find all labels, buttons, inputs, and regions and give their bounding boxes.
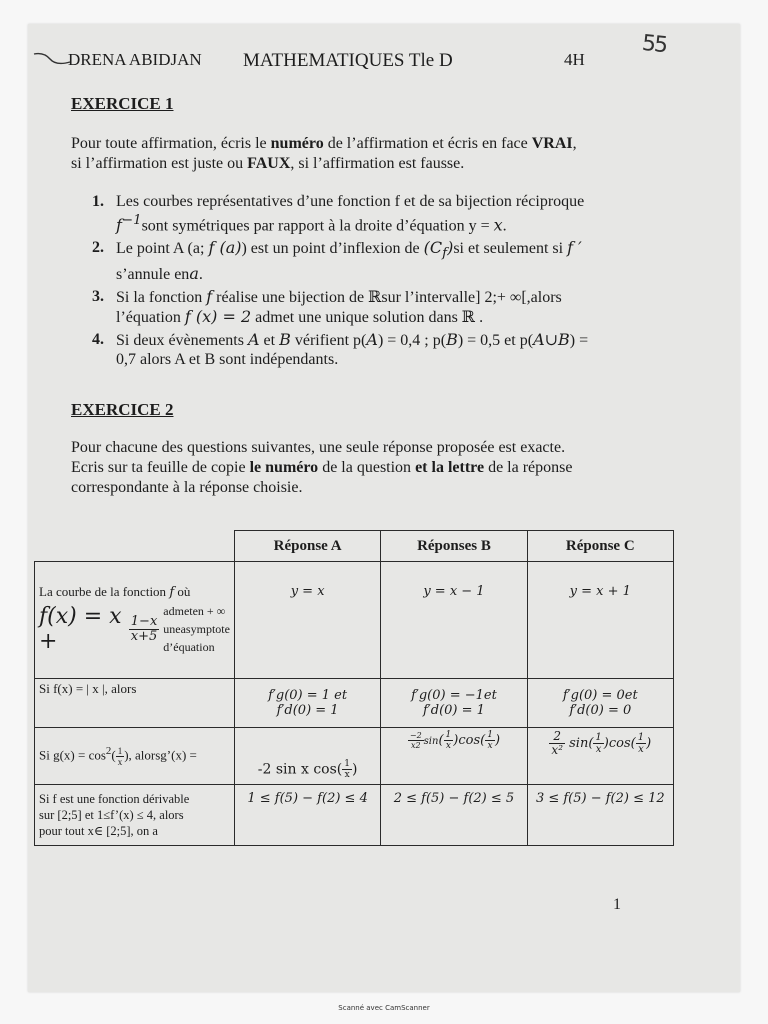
question-text: pour tout x∈ [2;5], on a — [39, 824, 158, 838]
item-text: Les courbes représentatives d’une fonction f et de sa bijection réciproque — [116, 193, 585, 210]
fraction-denominator: x² — [551, 743, 563, 757]
item-math: f ′ — [567, 238, 582, 258]
fraction-numerator: 1 — [445, 730, 452, 740]
item-text: vérifient p( — [290, 331, 367, 349]
table-row — [35, 562, 674, 679]
fraction — [116, 746, 125, 767]
item-text: . — [502, 217, 507, 235]
item-number: 1. — [92, 193, 104, 210]
answer-text: cos — [608, 736, 631, 751]
fraction-denominator: x — [445, 741, 451, 751]
item-text: Si deux évènements — [116, 331, 248, 349]
item-math: A — [247, 329, 260, 349]
fraction — [129, 615, 160, 644]
table-corner-cell — [35, 531, 235, 562]
item-text: sont symétriques par rapport à la droite d’équation y = — [141, 217, 494, 235]
list-item — [92, 238, 652, 283]
fraction-denominator: x+5 — [130, 628, 158, 644]
fraction-denominator: x — [344, 770, 350, 780]
item-number: 2. — [92, 239, 104, 257]
fraction — [444, 730, 454, 751]
item-math: a — [189, 263, 199, 283]
item-text: . — [198, 265, 203, 283]
intro-text: Pour chacune des questions suivantes, une seule réponse proposée est exacte. — [71, 439, 566, 456]
answer-b: y = x − 1 — [381, 562, 527, 679]
list-item — [92, 192, 652, 235]
item-math: ) — [447, 238, 454, 258]
intro-text: de l’affirmation et écris en face — [323, 135, 532, 152]
question-text: , alorsg’(x) = — [128, 747, 197, 763]
fraction-numerator: 1−x — [130, 613, 158, 629]
item-math: f (a) — [208, 238, 242, 258]
item-text: ) = 0,4 ; p( — [377, 331, 447, 349]
fraction — [485, 730, 495, 751]
intro-bold: le numéro — [249, 459, 319, 476]
item-text: s’annule en — [116, 265, 190, 283]
intro-text: de la réponse — [484, 459, 573, 476]
question-cell — [35, 785, 235, 846]
fraction — [342, 759, 352, 780]
table-row — [35, 785, 674, 846]
item-text: Le point A (a; — [116, 240, 209, 258]
fraction — [549, 730, 565, 757]
item-text: et — [259, 331, 280, 349]
item-math: −1 — [121, 213, 142, 228]
item-text: ) = — [569, 331, 589, 349]
answer-line: f′g(0) = 0et — [562, 688, 638, 703]
item-math: f — [116, 215, 122, 235]
fraction — [636, 732, 646, 755]
function-expression: f(x) = x + — [39, 604, 122, 654]
answer-c: $\frac{2}{\text{x²}}$ sin( $\frac{1}{x}$ )cos( $\frac{1}{x}$ ) — [527, 728, 673, 785]
table-header-c: Réponse C — [527, 531, 673, 562]
item-text: ) = 0,5 et p( — [457, 331, 534, 349]
fraction-numerator: 1 — [637, 732, 645, 743]
question-text: d’équation — [163, 640, 215, 654]
header-duration: 4H — [564, 50, 585, 69]
question-text: La courbe de la fonction — [39, 584, 170, 599]
answer-line: f′d(0) = 1 — [276, 703, 339, 718]
answer-a: -2 sin x cos( $\frac{1}{x}$ ) — [234, 728, 380, 785]
intro-bold: numéro — [270, 135, 324, 152]
intro-text: , — [572, 135, 577, 152]
item-text: Si la fonction — [116, 288, 207, 306]
answer-text: sin — [569, 736, 589, 751]
answer-text: -2 sin x cos — [257, 761, 337, 778]
answer-line: f′d(0) = 1 — [422, 703, 485, 718]
header-subject: MATHEMATIQUES Tle D — [243, 50, 453, 71]
fraction-denominator: x — [595, 744, 602, 755]
affirmation-list — [92, 192, 652, 372]
fraction-numerator: 1 — [487, 730, 493, 740]
item-math: f (x) = 2 — [184, 306, 252, 326]
answer-line: f′d(0) = 0 — [569, 703, 632, 718]
fraction — [593, 732, 603, 755]
item-math: f — [442, 246, 448, 262]
fraction-numerator: 1 — [344, 759, 350, 769]
fraction-numerator: −2 — [409, 731, 422, 740]
handwritten-mark: 55 — [640, 30, 668, 59]
list-item — [92, 330, 652, 369]
answer-text: cos — [458, 733, 481, 748]
answer-a — [234, 679, 380, 728]
table-header-b: Réponses B — [381, 531, 527, 562]
item-math: A — [366, 329, 378, 349]
item-text: si et seulement si — [453, 240, 568, 258]
exercise-1-intro — [71, 134, 671, 174]
table-row — [35, 728, 674, 785]
fraction — [408, 731, 424, 750]
item-math: (C — [423, 238, 443, 258]
scanner-footer: Scanné avec CamScanner — [338, 1004, 430, 1012]
table-header-row — [35, 531, 674, 562]
question-text: où — [174, 584, 191, 599]
question-math: 2 — [105, 745, 112, 758]
item-math: B — [446, 329, 458, 349]
document-sheet — [28, 24, 740, 992]
intro-text: de la question — [318, 459, 416, 476]
exercise-2-intro — [71, 438, 671, 498]
question-text: sur [2;5] et 1≤f’(x) ≤ 4, alors — [39, 808, 184, 822]
intro-text: si l’affirmation est juste ou — [71, 155, 248, 172]
item-text: l’équation — [116, 308, 185, 326]
item-text: 0,7 alors A et B sont indépendants. — [116, 350, 339, 368]
item-math: x — [493, 215, 503, 235]
intro-bold: VRAI — [531, 135, 573, 152]
question-text: uneasymptote — [163, 622, 230, 636]
question-cell: Si $g(x) = \cos^2$( $\frac{1}{x}$ ), alorsg’(x) = — [35, 728, 235, 785]
answer-b: $\frac{-2}{x2}$ sin( $\frac{1}{x}$ )cos( $\frac{1}{x}$ ) — [381, 728, 527, 785]
question-text: Si f est une fonction dérivable — [39, 792, 190, 806]
table-header-a: Réponse A — [234, 531, 380, 562]
answer-c — [527, 679, 673, 728]
answer-b — [381, 679, 527, 728]
question-cell — [35, 562, 235, 679]
intro-text: Pour toute affirmation, écris le — [71, 135, 271, 152]
answer-a: y = x — [234, 562, 380, 679]
answer-c: y = x + 1 — [527, 562, 673, 679]
item-number: 3. — [92, 287, 104, 305]
qcm-table — [34, 530, 674, 846]
item-number: 4. — [92, 330, 104, 348]
fraction-numerator: 1 — [117, 745, 123, 756]
answer-c: 3 ≤ f(5) − f(2) ≤ 12 — [527, 785, 673, 846]
exercise-1-title: EXERCICE 1 — [71, 94, 174, 113]
question-text: admeten + ∞ — [163, 604, 226, 618]
question-math: f — [169, 585, 175, 600]
asymptote-text — [163, 602, 230, 656]
fraction-denominator: x2 — [410, 741, 421, 750]
item-text: admet une unique solution dans ℝ . — [251, 308, 484, 326]
question-cell: Si f(x) = | x |, alors — [35, 679, 235, 728]
intro-bold: FAUX — [247, 155, 291, 172]
answer-line: f′g(0) = −1et — [411, 688, 497, 703]
answer-text: sin — [423, 736, 439, 747]
answer-b: 2 ≤ f(5) − f(2) ≤ 5 — [381, 785, 527, 846]
fraction-numerator: 1 — [595, 732, 602, 743]
question-text: Si g(x) = cos — [39, 747, 106, 763]
intro-bold: et la lettre — [415, 459, 485, 476]
item-math: f — [206, 286, 213, 306]
fraction-numerator: 2 — [549, 730, 565, 744]
page-header — [28, 50, 740, 74]
header-left: DRENA ABIDJAN — [68, 50, 202, 69]
intro-text: correspondante à la réponse choisie. — [71, 479, 303, 496]
item-text: réalise une bijection de ℝsur l’intervalle] 2;+ ∞[,alors — [212, 288, 562, 306]
exercise-2-title: EXERCICE 2 — [71, 400, 174, 419]
answer-line: f′g(0) = 1 et — [268, 688, 348, 703]
list-item — [92, 287, 652, 327]
intro-text: , si l’affirmation est fausse. — [290, 155, 465, 172]
fraction-denominator: x — [117, 756, 123, 767]
item-text: ) est un point d’inflexion de — [241, 240, 424, 258]
intro-text: Ecris sur ta feuille de copie — [71, 459, 250, 476]
answer-a: 1 ≤ f(5) − f(2) ≤ 4 — [234, 785, 380, 846]
item-math: A∪B — [533, 329, 570, 349]
fraction-denominator: x — [487, 741, 493, 751]
page-number: 1 — [613, 896, 621, 913]
table-row — [35, 679, 674, 728]
fraction-denominator: x — [638, 744, 644, 755]
item-math: B — [279, 329, 291, 349]
